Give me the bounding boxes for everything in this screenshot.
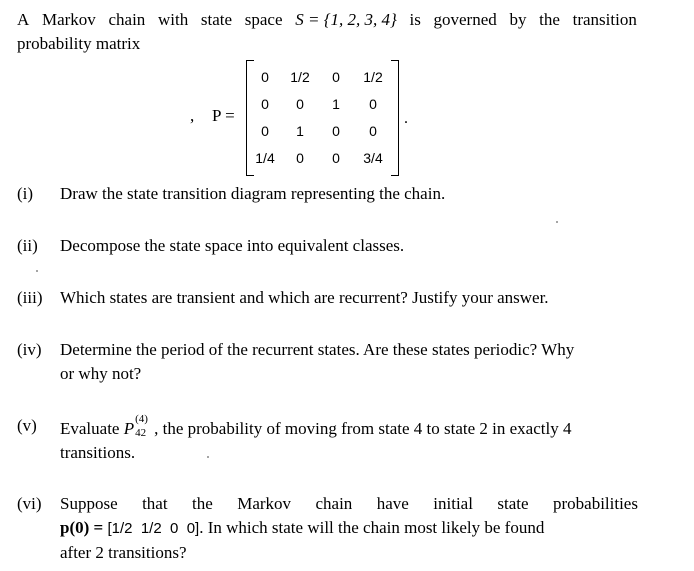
question-word: initial bbox=[433, 494, 473, 513]
matrix-cell: 0 bbox=[369, 95, 377, 112]
question-prefix: Evaluate bbox=[60, 419, 120, 438]
matrix-cell: 1/4 bbox=[255, 149, 275, 166]
matrix-cell: 0 bbox=[332, 68, 340, 85]
matrix-trail-mark: . bbox=[404, 110, 408, 127]
question-number: (iii) bbox=[17, 288, 43, 307]
matrix-right-bracket bbox=[391, 60, 399, 176]
matrix-label bbox=[190, 106, 235, 126]
matrix-grid bbox=[250, 63, 394, 171]
question-word: the bbox=[192, 494, 213, 513]
initial-vector: [1/2 1/2 0 0] bbox=[107, 520, 200, 537]
intro-line-1 bbox=[17, 8, 637, 32]
question-text bbox=[60, 182, 640, 206]
intro-word: space bbox=[244, 10, 283, 29]
state-space-set: S = {1, 2, 3, 4} bbox=[295, 10, 397, 29]
question-number: (iv) bbox=[17, 340, 42, 359]
question-line bbox=[60, 414, 640, 441]
question-line: Which states are transient and which are recurrent? Justify your answer. bbox=[60, 288, 549, 307]
matrix-cell: 0 bbox=[332, 122, 340, 139]
problem-intro bbox=[17, 8, 647, 56]
matrix-cell: 0 bbox=[332, 149, 340, 166]
intro-word: the bbox=[539, 10, 560, 29]
intro-word: transition bbox=[572, 10, 637, 29]
matrix-cell: 0 bbox=[369, 122, 377, 139]
question-word: Suppose bbox=[60, 494, 118, 513]
scan-speck bbox=[36, 270, 38, 272]
matrix-cell: 1 bbox=[332, 95, 340, 112]
question-number: (v) bbox=[17, 416, 37, 435]
intro-word: governed bbox=[433, 10, 497, 29]
scan-speck bbox=[207, 456, 209, 458]
matrix-cell: 0 bbox=[296, 149, 304, 166]
intro-word: state bbox=[200, 10, 233, 29]
scan-speck bbox=[556, 221, 558, 223]
question-line: Decompose the state space into equivalent classes. bbox=[60, 236, 405, 255]
intro-word: chain bbox=[108, 10, 146, 29]
intro-word: A bbox=[17, 10, 30, 29]
matrix-label-text: P = bbox=[212, 106, 235, 125]
intro-line-2: probability matrix bbox=[17, 34, 141, 53]
question-text bbox=[60, 338, 640, 386]
question-text bbox=[60, 414, 640, 465]
matrix-cell: 1/2 bbox=[363, 68, 383, 85]
transition-matrix bbox=[190, 60, 418, 178]
matrix-cell: 1/2 bbox=[290, 68, 310, 85]
matrix-cell: 1 bbox=[296, 122, 304, 139]
question-word: chain bbox=[315, 494, 353, 513]
matrix-cell: 0 bbox=[261, 122, 269, 139]
question-line: after 2 transitions? bbox=[60, 543, 187, 562]
step-superscript: (4) bbox=[135, 413, 148, 425]
question-suffix: , the probability of moving from state 4 to state 2 in exactly 4 bbox=[154, 419, 572, 438]
question-number: (ii) bbox=[17, 236, 38, 255]
question-word: that bbox=[142, 494, 168, 513]
question-line: Draw the state transition diagram representing the chain. bbox=[60, 184, 446, 203]
question-text bbox=[60, 234, 640, 258]
state-subscript: 42 bbox=[135, 427, 147, 439]
matrix-cell: 3/4 bbox=[363, 149, 383, 166]
matrix-lead-mark: , bbox=[190, 106, 195, 125]
question-word: have bbox=[376, 494, 409, 513]
question-word: state bbox=[497, 494, 529, 513]
question-text bbox=[60, 492, 640, 565]
intro-word: by bbox=[509, 10, 527, 29]
question-rest: . In which state will the chain most likely be found bbox=[199, 518, 545, 537]
superscript-subscript bbox=[134, 413, 154, 439]
initial-vector-lhs: p(0) = bbox=[60, 518, 104, 537]
question-word: probabilities bbox=[552, 494, 638, 513]
question-number: (vi) bbox=[17, 494, 42, 513]
question-word: Markov bbox=[237, 494, 292, 513]
question-line bbox=[60, 492, 638, 516]
matrix-cell: 0 bbox=[261, 95, 269, 112]
question-line: Determine the period of the recurrent states. Are these states periodic? Why bbox=[60, 340, 575, 359]
question-line: transitions. bbox=[60, 443, 136, 462]
question-number: (i) bbox=[17, 184, 34, 203]
intro-word: Markov bbox=[41, 10, 96, 29]
intro-word: with bbox=[158, 10, 189, 29]
matrix-cell: 0 bbox=[296, 95, 304, 112]
question-line: or why not? bbox=[60, 364, 142, 383]
probability-symbol: P bbox=[123, 419, 135, 438]
question-text bbox=[60, 286, 640, 310]
intro-word: is bbox=[409, 10, 421, 29]
question-line bbox=[60, 516, 640, 541]
matrix-cell: 0 bbox=[261, 68, 269, 85]
